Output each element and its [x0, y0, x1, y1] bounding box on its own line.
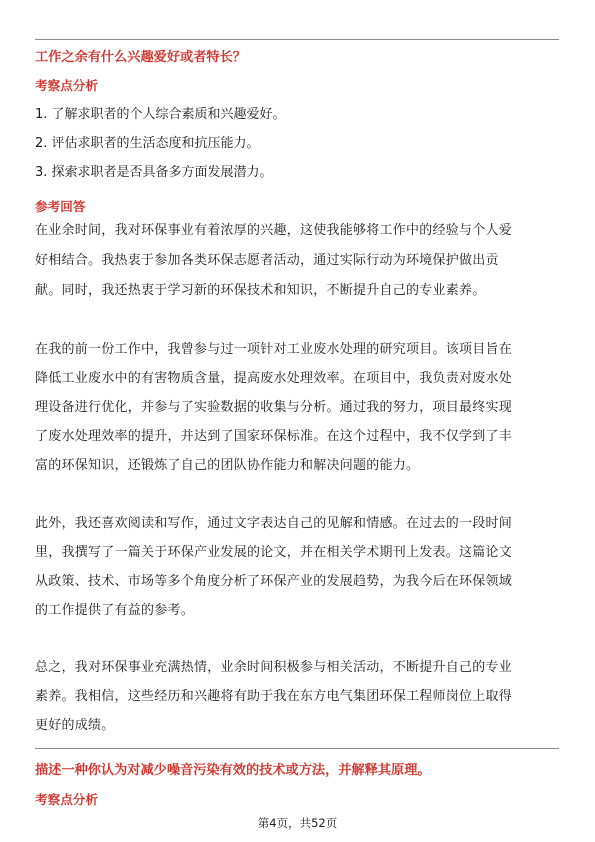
analysis-heading: 考察点分析 [35, 78, 98, 93]
paragraph-line: 在我的前一份工作中，我曾参与过一项针对工业废水处理的研究项目。该项目旨在 [35, 342, 513, 357]
page-number: 第4页，共52页 [257, 816, 338, 830]
paragraph-line: 此外，我还喜欢阅读和写作，通过文字表达自己的见解和情感。在过去的一段时间 [35, 516, 513, 531]
paragraph-line: 里，我撰写了一篇关于环保产业发展的论文，并在相关学术期刊上发表。这篇论文 [35, 545, 513, 560]
question-title: 描述一种你认为对减少噪音污染有效的技术或方法，并解释其原理。 [35, 763, 431, 778]
paragraph-line: 从政策、技术、市场等多个角度分析了环保产业的发展趋势，为我今后在环保领域 [35, 574, 513, 589]
answer-heading: 参考回答 [35, 199, 86, 214]
analysis-point: 1. 了解求职者的个人综合素质和兴趣爱好。 [35, 107, 286, 122]
paragraph-line: 降低工业废水中的有害物质含量，提高废水处理效率。在项目中，我负责对废水处 [35, 371, 513, 386]
paragraph-line: 了废水处理效率的提升，并达到了国家环保标准。在这个过程中，我不仅学到了丰 [35, 429, 513, 444]
paragraph-line: 富的环保知识，还锻炼了自己的团队协作能力和解决问题的能力。 [35, 458, 420, 473]
paragraph-line: 好相结合。我热衷于参加各类环保志愿者活动，通过实际行动为环境保护做出贡 [35, 253, 499, 268]
paragraph-line: 更好的成绩。 [35, 718, 115, 733]
top-divider [35, 39, 559, 40]
analysis-point: 3. 探索求职者是否具备多方面发展潜力。 [35, 165, 273, 180]
paragraph-line: 的工作提供了有益的参考。 [35, 603, 195, 618]
paragraph-line: 素养。我相信，这些经历和兴趣将有助于我在东方电气集团环保工程师岗位上取得 [35, 689, 513, 704]
paragraph-line: 总之，我对环保事业充满热情，业余时间积极参与相关活动，不断提升自己的专业 [35, 660, 513, 675]
question-title: 工作之余有什么兴趣爱好或者特长？ [35, 50, 246, 65]
paragraph-line: 献。同时，我还热衷于学习新的环保技术和知识，不断提升自己的专业素养。 [35, 283, 486, 298]
section-divider [35, 748, 559, 749]
analysis-heading: 考察点分析 [35, 792, 98, 807]
paragraph-line: 理设备进行优化，并参与了实验数据的收集与分析。通过我的努力，项目最终实现 [35, 400, 513, 415]
analysis-point: 2. 评估求职者的生活态度和抗压能力。 [35, 136, 260, 151]
paragraph-line: 在业余时间，我对环保事业有着浓厚的兴趣，这使我能够将工作中的经验与个人爱 [35, 223, 513, 238]
